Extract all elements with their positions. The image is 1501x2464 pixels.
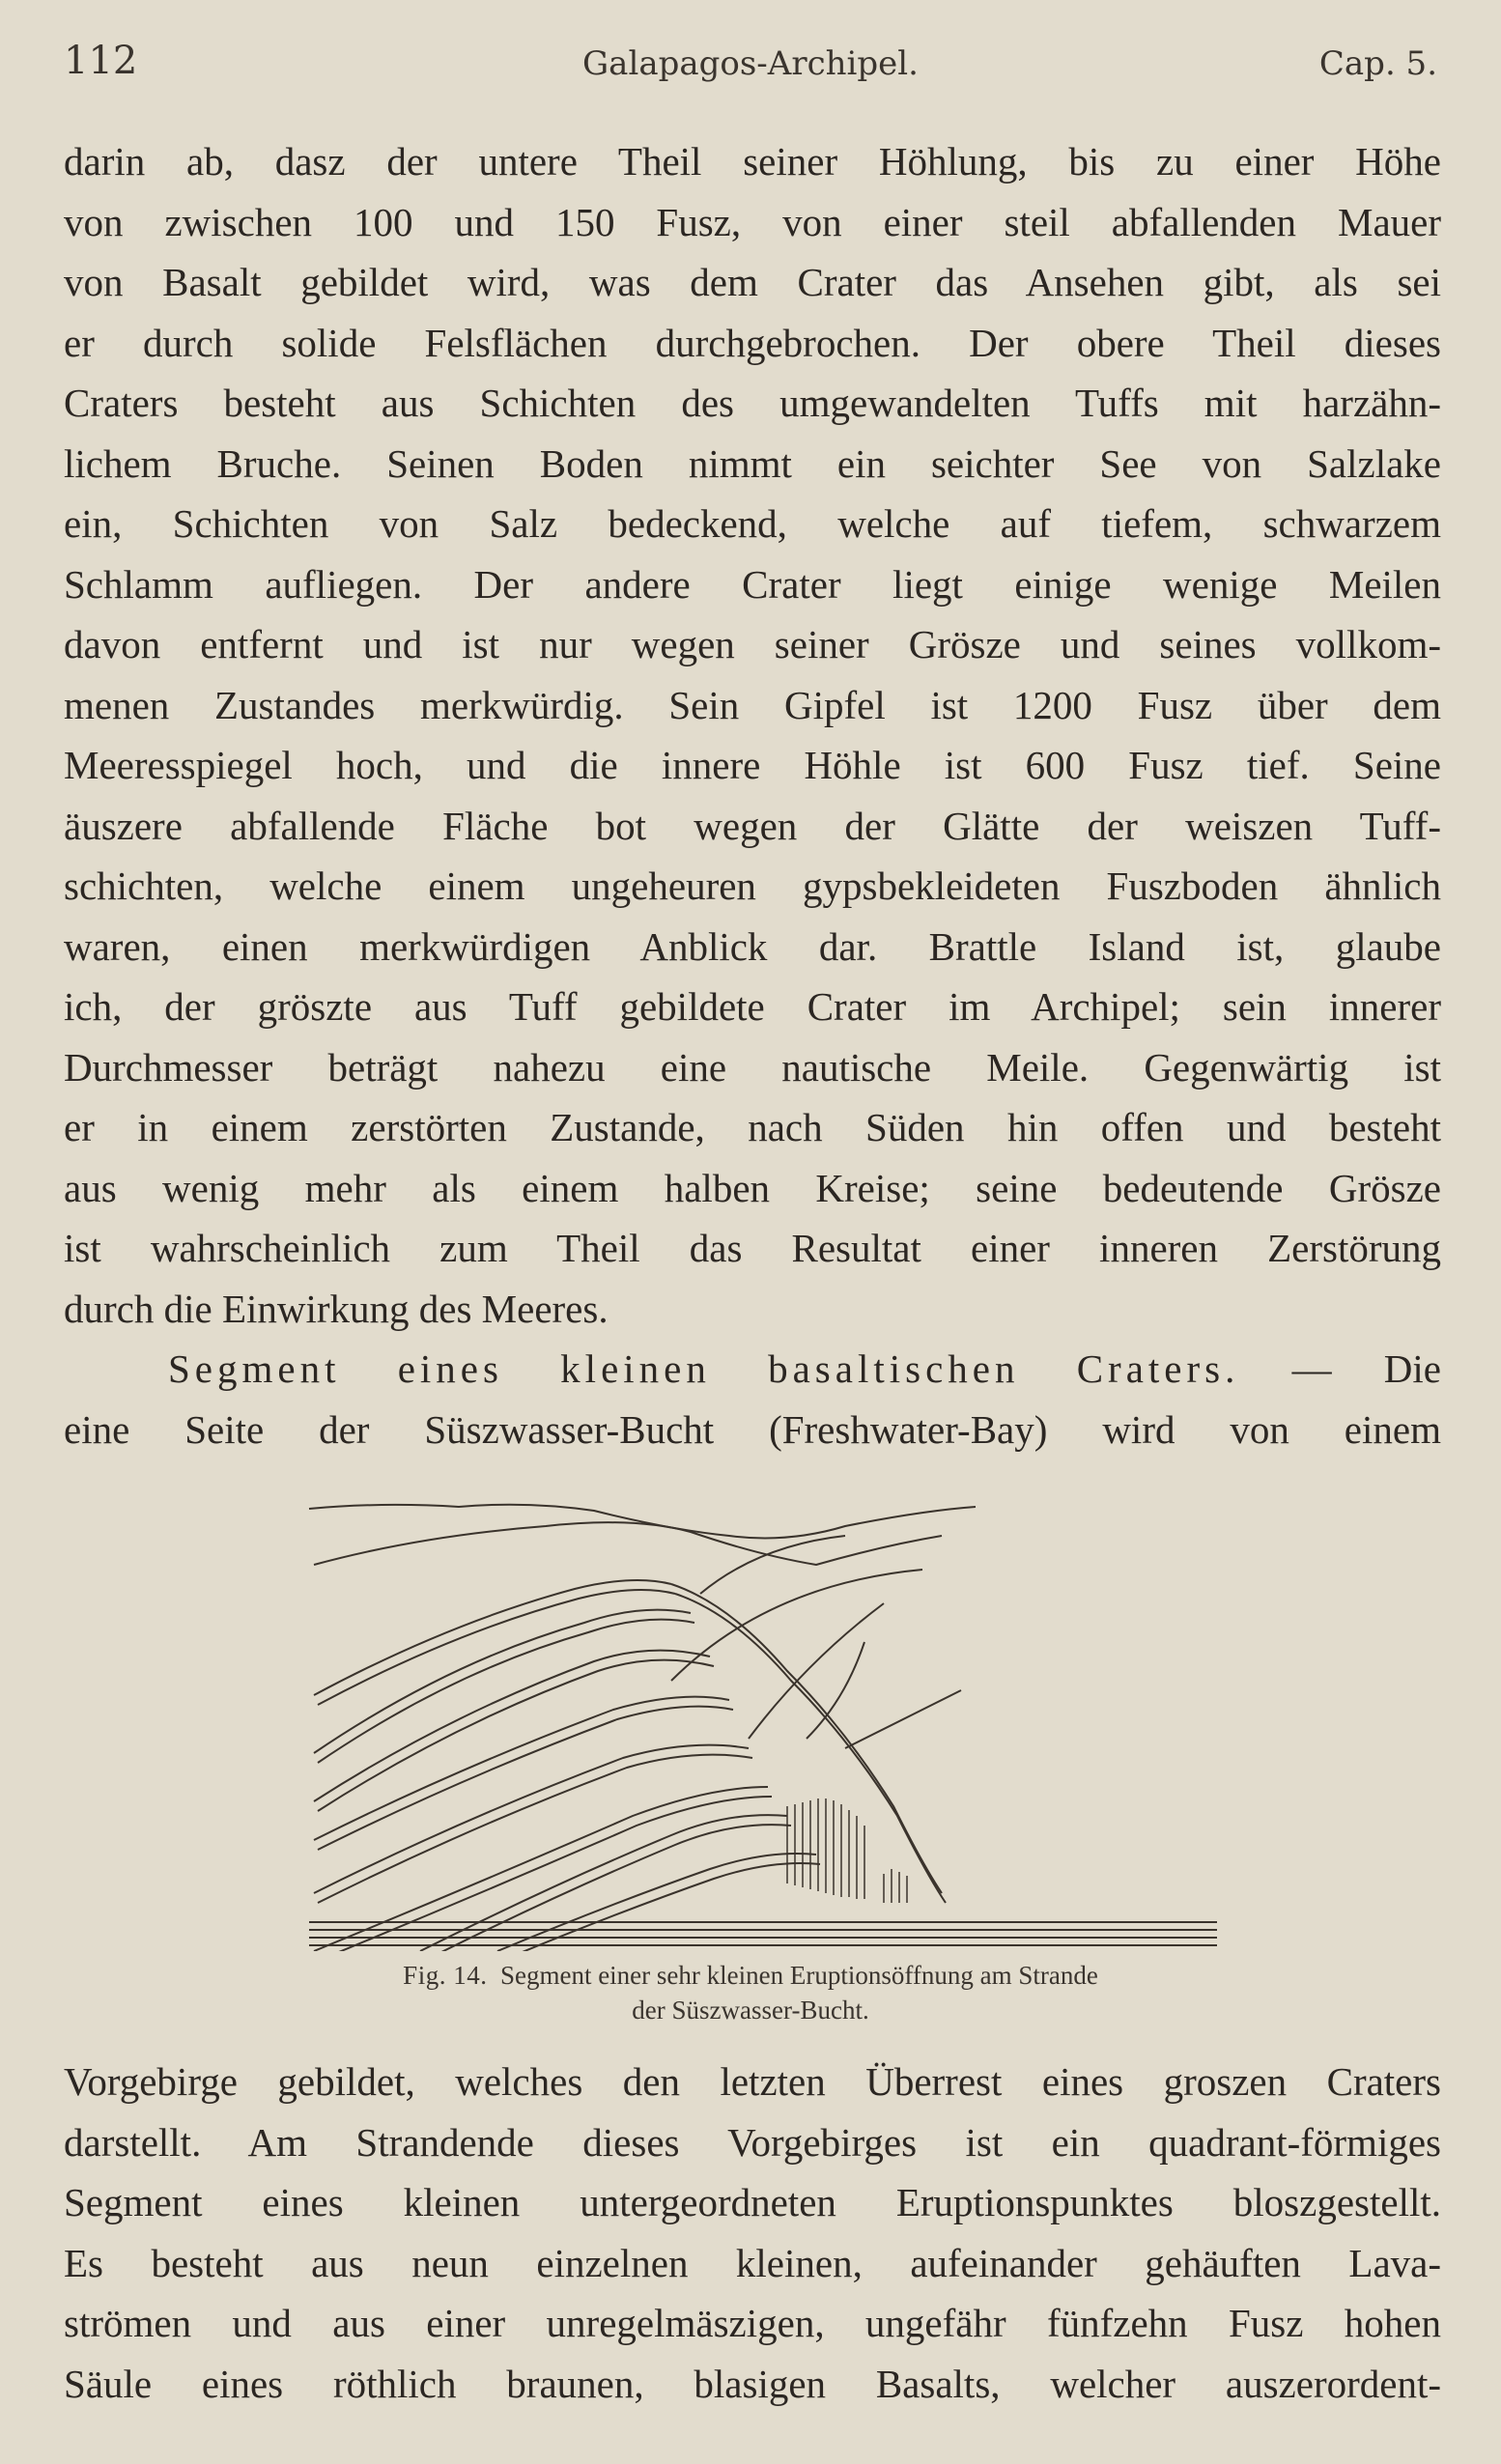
text-line: davon entfernt und ist nur wegen seiner Grösze und seines vollkom- — [64, 622, 1441, 666]
text-line: Craters besteht aus Schichten des umgewandelten Tuffs mit harzähn- — [64, 381, 1441, 425]
text-line: er in einem zerstörten Zustande, nach Süden hin offen und besteht — [64, 1105, 1441, 1149]
text-line: Es besteht aus neun einzelnen kleinen, aufeinander gehäuften Lava- — [64, 2240, 1441, 2285]
basalt-column — [787, 1798, 907, 1903]
text-line: durch die Einwirkung des Meeres. — [64, 1286, 609, 1331]
text-line: menen Zustandes merkwürdig. Sein Gipfel ist 1200 Fusz über dem — [64, 682, 1441, 727]
figure-caption — [241, 1958, 1260, 2027]
text-line: Segment eines kleinen untergeordneten Eruptionspunktes bloszgestellt. — [64, 2180, 1441, 2224]
chapter-label: Cap. 5. — [1318, 44, 1437, 83]
text-line: Durchmesser beträgt nahezu eine nautische Meile. Gegenwärtig ist — [64, 1044, 1441, 1090]
section-heading-line — [64, 1339, 1441, 1400]
body-text-bottom — [64, 2052, 1441, 2414]
text-line: aus wenig mehr als einem halben Kreise; seine bedeutende Grösze — [64, 1165, 1441, 1210]
running-title: Galapagos-Archipel. — [582, 44, 919, 83]
text-line: lichem Bruche. Seinen Boden nimmt ein seichter See von Salzlake — [64, 440, 1441, 486]
body-text-top — [64, 131, 1441, 1459]
text-line: ein, Schichten von Salz bedeckend, welche auf tiefem, schwarzem — [64, 501, 1441, 546]
crater-segment-drawing — [304, 1497, 1222, 1951]
section-heading-rest: — Die — [1291, 1346, 1442, 1391]
text-line: strömen und aus einer unregelmäszigen, ungefähr fünfzehn Fusz hohen — [64, 2301, 1441, 2345]
text-line: darin ab, dasz der untere Theil seiner Höhlung, bis zu einer Höhe — [64, 139, 1441, 184]
text-line: darstellt. Am Strandende dieses Vorgebirges ist ein quadrant-förmiges — [64, 2119, 1441, 2165]
text-line: waren, einen merkwürdigen Anblick dar. Brattle Island ist, glaube — [64, 923, 1441, 969]
text-line: von Basalt gebildet wird, was dem Crater das Ansehen gibt, als sei — [64, 260, 1441, 304]
page-number: 112 — [64, 39, 138, 83]
figure-14-illustration — [304, 1497, 1222, 1951]
lava-layers — [314, 1580, 946, 1951]
caption-line-2: der Süszwasser-Bucht. — [632, 1996, 869, 2025]
text-line: Schlamm aufliegen. Der andere Crater liegt einige wenige Meilen — [64, 561, 1441, 607]
text-line: von zwischen 100 und 150 Fusz, von einer steil abfallenden Mauer — [64, 199, 1441, 244]
text-line: Säule eines röthlich braunen, blasigen Basalts, welcher auszerordent- — [64, 2361, 1441, 2406]
page-header — [64, 39, 1437, 97]
caption-line-1 — [241, 1958, 1260, 1993]
text-line: Vorgebirge gebildet, welches den letzten Überrest eines groszen Craters — [64, 2059, 1441, 2104]
text-line: eine Seite der Süszwasser-Bucht (Freshwater-Bay) wird von einem — [64, 1406, 1441, 1452]
caption-text-1: Segment einer sehr kleinen Eruptionsöffnung am Strande — [499, 1961, 1098, 1990]
text-line: schichten, welche einem ungeheuren gypsbekleideten Fuszboden ähnlich — [64, 864, 1441, 908]
text-line: Meeresspiegel hoch, und die innere Höhle ist 600 Fusz tief. Seine — [64, 743, 1441, 787]
section-heading: Segment eines kleinen basaltischen Craters. — [168, 1346, 1240, 1391]
text-line: er durch solide Felsflächen durchgebrochen. Der obere Theil dieses — [64, 320, 1441, 365]
text-line: ist wahrscheinlich zum Theil das Resultat einer inneren Zerstörung — [64, 1226, 1441, 1270]
figure-label: Fig. 14. — [403, 1961, 488, 1990]
text-line: äuszere abfallende Fläche bot wegen der Glätte der weiszen Tuff- — [64, 803, 1441, 848]
text-line: ich, der gröszte aus Tuff gebildete Crater im Archipel; sein innerer — [64, 984, 1441, 1029]
